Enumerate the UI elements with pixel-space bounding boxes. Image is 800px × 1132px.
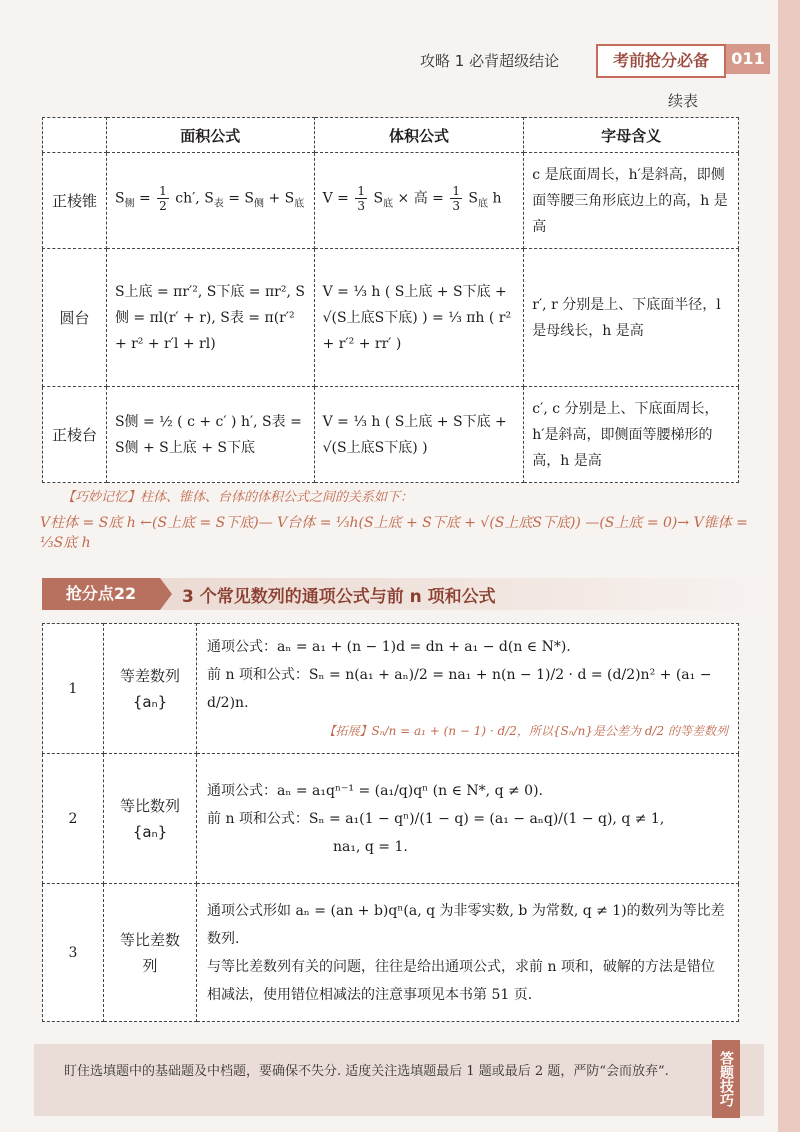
- shape-name: 正棱台: [43, 387, 107, 483]
- formula-line: 前 n 项和公式：Sₙ = a₁(1 − qⁿ)/(1 − q) = (a₁ − aₙq)/(1 − q), q ≠ 1,: [207, 810, 665, 827]
- table-row: [43, 153, 739, 249]
- footer-tip: 盯住选填题中的基础题及中档题，要确保不失分. 适度关注选填题最后 1 题或最后 2 题，严防“会而放弃”.: [64, 1064, 669, 1079]
- fraction: $\frac{1}{2}$: [159, 183, 167, 213]
- row-index: 2: [43, 754, 104, 884]
- continued-label: 续表: [668, 92, 699, 110]
- header-area: 面积公式: [106, 118, 314, 153]
- sequence-formulas: [197, 624, 739, 754]
- section-badge: 抢分点22: [42, 578, 160, 610]
- meaning-text: r′, r 分别是上、下底面半径，l 是母线长，h 是高: [524, 249, 739, 387]
- row-index: 3: [43, 884, 104, 1022]
- row-index: 1: [43, 624, 104, 754]
- meaning-text: c′, c 分别是上、下底面周长，h′是斜高，即侧面等腰梯形的高，h 是高: [524, 387, 739, 483]
- sequence-formula-table: [42, 623, 739, 1022]
- table-row: [43, 387, 739, 483]
- fraction: $\frac{1}{3}$: [357, 183, 366, 213]
- page-number: 011: [726, 44, 770, 74]
- fraction: $\frac{1}{3}$: [452, 183, 460, 213]
- chapter-title: 攻略 1 必背超级结论: [420, 52, 560, 70]
- header-tag: 考前抢分必备: [596, 44, 726, 78]
- memory-tip: 【巧妙记忆】柱体、锥体、台体的体积公式之间的关系如下：: [62, 490, 414, 505]
- geometry-formula-table: [42, 117, 739, 483]
- volume-formula: V = $\frac{1}{3}$ $S_底$ × 高 = $\frac{1}{3}$ $S_底$ h: [314, 153, 524, 249]
- formula-line: 与等比差数列有关的问题，往往是给出通项公式，求前 n 项和，破解的方法是错位相减法，使用错位相减法的注意事项见本书第 51 页.: [207, 958, 715, 1003]
- extension-note: 【拓展】Sₙ/n = a₁ + (n − 1) · d/2，所以{Sₙ/n}是公差为 d/2 的等差数列: [323, 723, 728, 738]
- sequence-name: 等比数列{aₙ}: [104, 754, 197, 884]
- table-row: [43, 884, 739, 1022]
- meaning-text: c 是底面周长，h′是斜高，即侧面等腰三角形底边上的高，h 是高: [524, 153, 739, 249]
- sequence-name: 等差数列{aₙ}: [104, 624, 197, 754]
- area-formula: $S_侧$ = $\frac{1}{2}$ ch′, $S_表 = S_侧 + S_底$: [106, 153, 314, 249]
- table-row: [43, 249, 739, 387]
- volume-formula: V = ⅓ h ( S上底 + S下底 + √(S上底S下底) ) = ⅓ πh ( r² + r′² + rr′ ): [314, 249, 524, 387]
- side-stripe: [778, 0, 800, 1132]
- formula-line: 通项公式形如 aₙ = (an + b)qⁿ(a, q 为非零实数, b 为常数, q ≠ 1)的数列为等比差数列.: [207, 902, 725, 947]
- volume-formula: V = ⅓ h ( S上底 + S下底 + √(S上底S下底) ): [314, 387, 524, 483]
- area-formula: S侧 = ½ ( c + c′ ) h′, S表 = S侧 + S上底 + S下底: [106, 387, 314, 483]
- table-row: [43, 754, 739, 884]
- chevron-right-icon: [160, 578, 172, 610]
- sequence-name: 等比差数列: [104, 884, 197, 1022]
- header-volume: 体积公式: [314, 118, 524, 153]
- table-row: [43, 624, 739, 754]
- header-blank: [43, 118, 107, 153]
- shape-name: 圆台: [43, 249, 107, 387]
- sequence-formulas: [197, 884, 739, 1022]
- header-meaning: 字母含义: [524, 118, 739, 153]
- sequence-formulas: [197, 754, 739, 884]
- area-formula: S上底 = πr′², S下底 = πr², S侧 = πl(r′ + r), S表 = π(r′² + r² + r′l + rl): [106, 249, 314, 387]
- formula-line: 前 n 项和公式：Sₙ = n(a₁ + aₙ)/2 = na₁ + n(n − 1)/2 · d = (d/2)n² + (a₁ − d/2)n.: [207, 666, 712, 711]
- shape-name: 正棱锥: [43, 153, 107, 249]
- formula-line: 通项公式：aₙ = a₁ + (n − 1)d = dn + a₁ − d(n ∈ N*).: [207, 638, 571, 655]
- footer-badge: 答题技巧: [712, 1040, 740, 1118]
- section-title: 3 个常见数列的通项公式与前 n 项和公式: [182, 587, 496, 607]
- table-header-row: [43, 118, 739, 153]
- formula-line: 通项公式：aₙ = a₁qⁿ⁻¹ = (a₁/q)qⁿ (n ∈ N*, q ≠ 0).: [207, 782, 543, 799]
- formula-line: na₁, q = 1.: [207, 838, 408, 855]
- memory-formula: V柱体 = S底 h ←(S上底 = S下底)— V台体 = ⅓h(S上底 + S下底 + √(S上底S下底)) —(S上底 = 0)→ V锥体 = ⅓S底 h: [40, 515, 748, 551]
